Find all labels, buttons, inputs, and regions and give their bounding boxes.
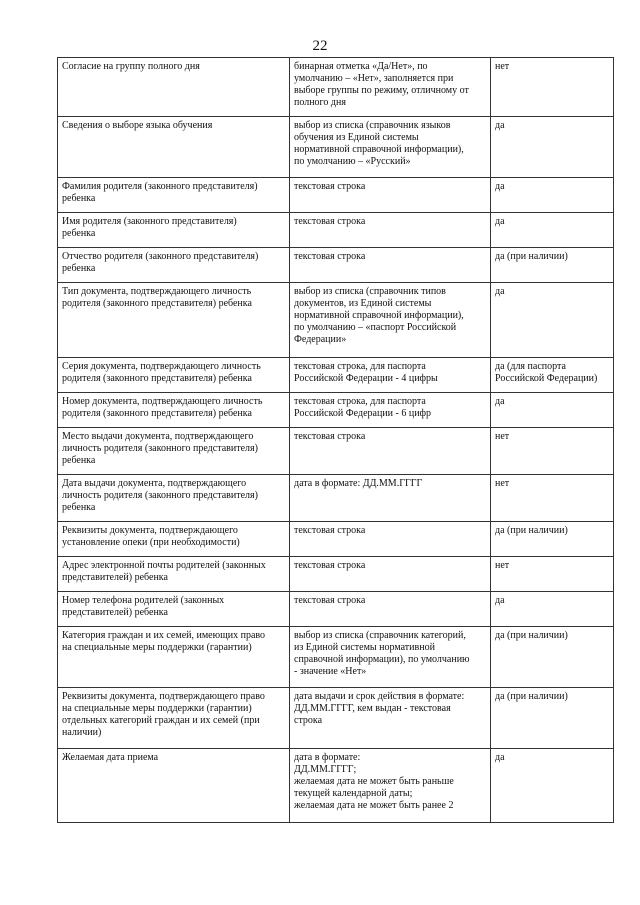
field-name: Реквизиты документа, подтверждающего право на специальные меры поддержки (гарантии) отдельных категорий граждан и их семей (при наличии) [62, 691, 265, 738]
field-name-cell [58, 428, 290, 475]
field-required-cell [491, 178, 614, 213]
field-required-cell [491, 627, 614, 688]
field-required-cell [491, 428, 614, 475]
field-name-cell [58, 475, 290, 522]
table-row [58, 688, 614, 749]
field-format-cell [290, 688, 491, 749]
field-format: текстовая строка [294, 431, 366, 442]
field-name-cell [58, 522, 290, 557]
field-format: текстовая строка [294, 560, 366, 571]
field-name: Адрес электронной почты родителей (законных представителей) ребенка [62, 560, 266, 583]
field-required: да [495, 752, 505, 763]
table-row [58, 627, 614, 688]
field-name: Реквизиты документа, подтверждающего установление опеки (при необходимости) [62, 525, 240, 548]
field-required-cell [491, 117, 614, 178]
field-required: да (для паспорта Российской Федерации) [495, 361, 598, 384]
field-format-cell [290, 557, 491, 592]
field-name: Имя родителя (законного представителя) ребенка [62, 216, 237, 239]
table-row [58, 178, 614, 213]
field-required: да (при наличии) [495, 525, 568, 536]
field-required: да [495, 181, 505, 192]
field-format: выбор из списка (справочник языков обучения из Единой системы нормативной справочной информации), по умолчанию – «Русский» [294, 120, 464, 167]
field-name-cell [58, 557, 290, 592]
table-row [58, 557, 614, 592]
table-row [58, 428, 614, 475]
field-required: да (при наличии) [495, 630, 568, 641]
field-format-cell [290, 627, 491, 688]
field-name-cell [58, 393, 290, 428]
field-name: Номер телефона родителей (законных представителей) ребенка [62, 595, 225, 618]
field-format: текстовая строка [294, 595, 366, 606]
field-name-cell [58, 749, 290, 823]
field-format-cell [290, 475, 491, 522]
field-format: текстовая строка [294, 251, 366, 262]
table-row [58, 283, 614, 358]
field-format-cell [290, 393, 491, 428]
field-name: Номер документа, подтверждающего личность родителя (законного представителя) ребенка [62, 396, 263, 419]
field-required-cell [491, 283, 614, 358]
page-number: 22 [312, 38, 328, 54]
table-row [58, 749, 614, 823]
field-name: Место выдачи документа, подтверждающего личность родителя (законного представителя) ребенка [62, 431, 258, 466]
field-format: текстовая строка, для паспорта Российской Федерации - 4 цифры [294, 361, 438, 384]
field-format: бинарная отметка «Да/Нет», по умолчанию – «Нет», заполняется при выборе группы по режиму, отличному от полного дня [294, 61, 469, 108]
field-name: Желаемая дата приема [62, 752, 159, 763]
field-format-cell [290, 749, 491, 823]
field-required: да [495, 595, 505, 606]
field-format-cell [290, 58, 491, 117]
field-name-cell [58, 592, 290, 627]
field-required: нет [495, 560, 510, 571]
field-required-cell [491, 522, 614, 557]
table-row [58, 248, 614, 283]
field-format: текстовая строка [294, 216, 366, 227]
table-row [58, 522, 614, 557]
field-format: текстовая строка [294, 181, 366, 192]
field-required: нет [495, 61, 510, 72]
table-row [58, 213, 614, 248]
field-required-cell [491, 213, 614, 248]
table-row [58, 58, 614, 117]
field-name-cell [58, 358, 290, 393]
field-format: текстовая строка, для паспорта Российской Федерации - 6 цифр [294, 396, 432, 419]
field-format-cell [290, 428, 491, 475]
field-required: нет [495, 431, 510, 442]
field-required-cell [491, 393, 614, 428]
field-name-cell [58, 688, 290, 749]
field-name: Тип документа, подтверждающего личность родителя (законного представителя) ребенка [62, 286, 252, 309]
field-format-cell [290, 283, 491, 358]
field-name-cell [58, 58, 290, 117]
field-format-cell [290, 248, 491, 283]
field-format: выбор из списка (справочник категорий, из Единой системы нормативной справочной информации), по умолчанию - значение «Нет» [294, 630, 470, 677]
field-required-cell [491, 358, 614, 393]
field-name: Категория граждан и их семей, имеющих право на специальные меры поддержки (гарантии) [62, 630, 266, 653]
field-name-cell [58, 117, 290, 178]
field-format: дата в формате: ДД.ММ.ГГГГ; желаемая дата не может быть раньше текущей календарной даты; желаемая дата не может быть ранее 2 [294, 752, 454, 811]
field-format: выбор из списка (справочник типов документов, из Единой системы нормативной справочной информации), по умолчанию – «паспорт Российской Федерации» [294, 286, 464, 345]
field-required-cell [491, 592, 614, 627]
field-name-cell [58, 627, 290, 688]
field-format-cell [290, 178, 491, 213]
field-required-cell [491, 475, 614, 522]
field-required: да (при наличии) [495, 691, 568, 702]
field-name: Серия документа, подтверждающего личность родителя (законного представителя) ребенка [62, 361, 261, 384]
field-required-cell [491, 688, 614, 749]
field-format-cell [290, 592, 491, 627]
field-name: Отчество родителя (законного представителя) ребенка [62, 251, 259, 274]
table-row [58, 117, 614, 178]
field-required: да [495, 216, 505, 227]
field-name: Сведения о выборе языка обучения [62, 120, 213, 131]
field-required: да [495, 120, 505, 131]
requirements-table [57, 57, 614, 823]
field-required: да (при наличии) [495, 251, 568, 262]
table-row [58, 475, 614, 522]
field-name: Фамилия родителя (законного представителя) ребенка [62, 181, 258, 204]
field-required-cell [491, 557, 614, 592]
table-row [58, 358, 614, 393]
field-required-cell [491, 248, 614, 283]
field-name: Дата выдачи документа, подтверждающего личность родителя (законного представителя) ребенка [62, 478, 258, 513]
field-name-cell [58, 178, 290, 213]
field-required: да [495, 286, 505, 297]
field-format-cell [290, 358, 491, 393]
field-format: дата выдачи и срок действия в формате: ДД.ММ.ГГГГ, кем выдан - текстовая строка [294, 691, 465, 726]
field-format-cell [290, 213, 491, 248]
field-required: да [495, 396, 505, 407]
table-row [58, 592, 614, 627]
field-required: нет [495, 478, 510, 489]
field-name-cell [58, 248, 290, 283]
field-name-cell [58, 213, 290, 248]
field-format-cell [290, 522, 491, 557]
table-row [58, 393, 614, 428]
field-name-cell [58, 283, 290, 358]
field-name: Согласие на группу полного дня [62, 61, 200, 72]
field-format-cell [290, 117, 491, 178]
field-required-cell [491, 58, 614, 117]
field-format: текстовая строка [294, 525, 366, 536]
field-required-cell [491, 749, 614, 823]
field-format: дата в формате: ДД.ММ.ГГГГ [294, 478, 423, 489]
